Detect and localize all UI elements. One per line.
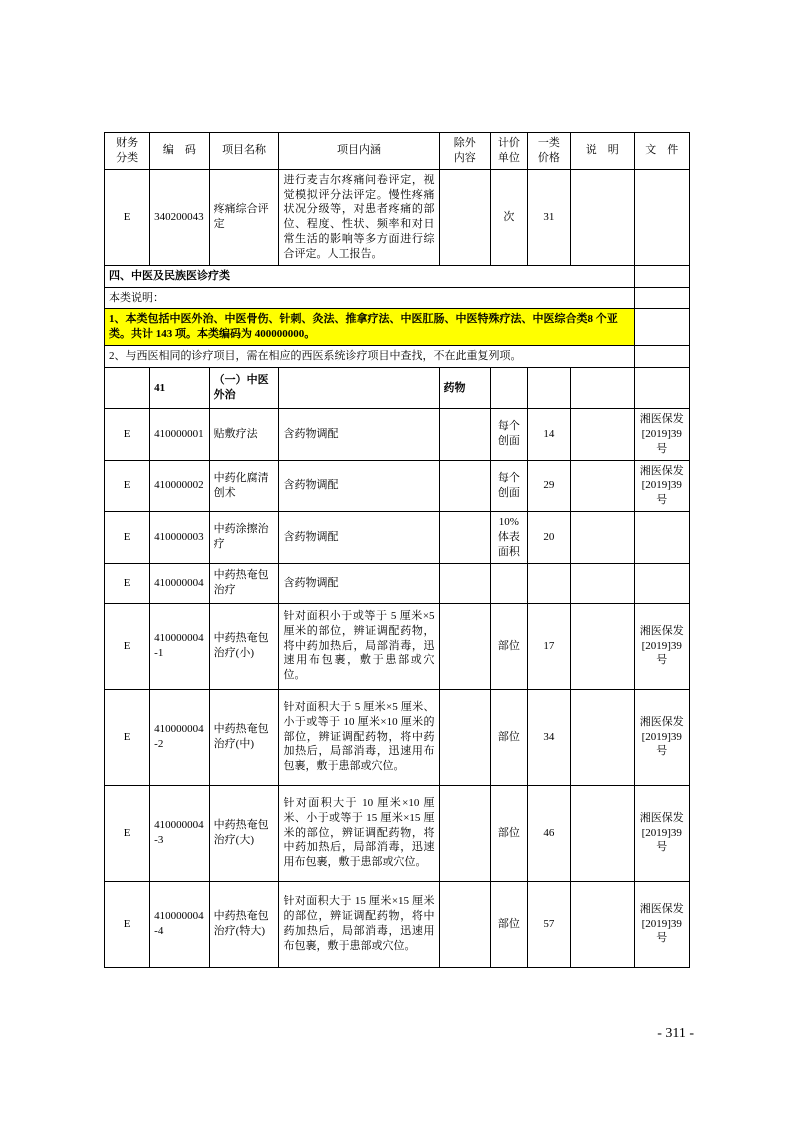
subsection-fin-cell [105,367,150,408]
cell-exclude [439,408,490,460]
cell-file: 湘医保发[2019]39号 [634,881,689,967]
table-row [105,460,690,512]
cell-price: 57 [527,881,570,967]
column-header-fin: 财务 分类 [105,133,150,170]
cell-desc [570,603,634,689]
cell-price [527,563,570,603]
table-row [105,169,690,265]
cell-price: 17 [527,603,570,689]
column-header-code: 编 码 [150,133,210,170]
note-row [105,287,690,309]
cell-desc [570,881,634,967]
column-header-desc: 说 明 [570,133,634,170]
cell-file: 湘医保发[2019]39号 [634,785,689,881]
cell-code: 340200043 [150,169,210,265]
cell-content: 针对面积小于或等于 5 厘米×5 厘米的部位，辨证调配药物，将中药加热后，局部消毒，迅速用布包裹，敷于患部或穴位。 [279,603,439,689]
section-title-row [105,265,690,287]
cell-desc [570,512,634,564]
note-row [105,346,690,368]
cell-price: 20 [527,512,570,564]
table-row [105,408,690,460]
cell-exclude [439,563,490,603]
cell-name: 中药热奄包治疗(小) [209,603,279,689]
column-header-content: 项目内涵 [279,133,439,170]
cell-name: 中药涂擦治疗 [209,512,279,564]
cell-content: 针对面积大于 5 厘米×5 厘米、小于或等于 10 厘米×10 厘米的部位，辨证调配药物，将中药加热后，局部消毒，迅速用布包裹，敷于患部或穴位。 [279,689,439,785]
cell-code: 410000004-4 [150,881,210,967]
cell-price: 34 [527,689,570,785]
cell-code: 410000004-2 [150,689,210,785]
column-header-exclude: 除外 内容 [439,133,490,170]
cell-file [634,169,689,265]
subsection-desc-cell [570,367,634,408]
cell-content: 含药物调配 [279,512,439,564]
cell-fin: E [105,563,150,603]
cell-exclude [439,689,490,785]
cell-unit: 次 [490,169,527,265]
subsection-header-row [105,367,690,408]
table-row [105,512,690,564]
subsection-name: （一）中医外治 [209,367,279,408]
table-row [105,563,690,603]
section-title-text: 四、中医及民族医诊疗类 [105,265,635,287]
cell-fin: E [105,603,150,689]
cell-unit: 部位 [490,603,527,689]
note-text-highlight: 1、本类包括中医外治、中医骨伤、针刺、灸法、推拿疗法、中医肛肠、中医特殊疗法、中医综合类8 个亚类。共计 143 项。本类编码为 400000000。 [105,309,635,346]
note-file-cell [634,287,689,309]
cell-fin: E [105,460,150,512]
cell-name: 中药热奄包治疗(特大) [209,881,279,967]
cell-file [634,563,689,603]
cell-name: 疼痛综合评定 [209,169,279,265]
cell-unit: 每个创面 [490,408,527,460]
cell-content: 进行麦吉尔疼痛问卷评定，视觉模拟评分法评定。慢性疼痛状况分级等，对患者疼痛的部位、程度、性状、频率和对日常生活的影响等多方面进行综合评定。人工报告。 [279,169,439,265]
page-number: - 311 - [657,1026,694,1041]
cell-desc [570,785,634,881]
cell-exclude [439,881,490,967]
table-row [105,881,690,967]
cell-unit: 每个创面 [490,460,527,512]
cell-unit [490,563,527,603]
cell-price: 14 [527,408,570,460]
cell-code: 410000003 [150,512,210,564]
cell-fin: E [105,689,150,785]
note-file-cell [634,346,689,368]
cell-name: 中药热奄包治疗(大) [209,785,279,881]
cell-name: 中药热奄包治疗(中) [209,689,279,785]
cell-file [634,512,689,564]
cell-name: 中药热奄包治疗 [209,563,279,603]
cell-content: 含药物调配 [279,408,439,460]
cell-file: 湘医保发[2019]39号 [634,603,689,689]
column-header-unit: 计价 单位 [490,133,527,170]
note-text: 2、与西医相同的诊疗项目，需在相应的西医系统诊疗项目中查找，不在此重复列项。 [105,346,635,368]
note-row-highlight [105,309,690,346]
cell-unit: 部位 [490,689,527,785]
subsection-file-cell [634,367,689,408]
cell-code: 410000002 [150,460,210,512]
cell-code: 410000001 [150,408,210,460]
cell-fin: E [105,408,150,460]
cell-price: 46 [527,785,570,881]
cell-fin: E [105,169,150,265]
cell-desc [570,460,634,512]
medical-price-table [104,132,690,968]
table-row [105,689,690,785]
column-header-price: 一类 价格 [527,133,570,170]
column-header-file: 文 件 [634,133,689,170]
cell-desc [570,169,634,265]
cell-file: 湘医保发[2019]39号 [634,460,689,512]
table-row [105,603,690,689]
cell-code: 410000004-1 [150,603,210,689]
cell-exclude [439,460,490,512]
cell-exclude [439,603,490,689]
cell-name: 中药化腐清创术 [209,460,279,512]
cell-name: 贴敷疗法 [209,408,279,460]
table-header-row [105,133,690,170]
table-row [105,785,690,881]
cell-unit: 部位 [490,881,527,967]
cell-code: 410000004-3 [150,785,210,881]
cell-exclude [439,785,490,881]
subsection-price-cell [527,367,570,408]
cell-price: 31 [527,169,570,265]
section-title-file-cell [634,265,689,287]
cell-unit: 10%体表面积 [490,512,527,564]
cell-fin: E [105,881,150,967]
cell-desc [570,563,634,603]
cell-fin: E [105,785,150,881]
cell-content: 针对面积大于 10 厘米×10 厘米、小于或等于 15 厘米×15 厘米的部位，辨证调配药物，将中药加热后，局部消毒，迅速用布包裹，敷于患部或穴位。 [279,785,439,881]
subsection-exclude: 药物 [439,367,490,408]
cell-content: 含药物调配 [279,563,439,603]
subsection-content-cell [279,367,439,408]
cell-code: 410000004 [150,563,210,603]
subsection-unit-cell [490,367,527,408]
subsection-code: 41 [150,367,210,408]
cell-exclude [439,169,490,265]
cell-fin: E [105,512,150,564]
cell-price: 29 [527,460,570,512]
cell-file: 湘医保发[2019]39号 [634,408,689,460]
note-highlight-file-cell [634,309,689,346]
cell-exclude [439,512,490,564]
cell-unit: 部位 [490,785,527,881]
cell-file: 湘医保发[2019]39号 [634,689,689,785]
cell-desc [570,689,634,785]
note-text: 本类说明： [105,287,635,309]
cell-content: 含药物调配 [279,460,439,512]
cell-desc [570,408,634,460]
cell-content: 针对面积大于 15 厘米×15 厘米的部位，辨证调配药物，将中药加热后，局部消毒，迅速用布包裹，敷于患部或穴位。 [279,881,439,967]
column-header-name: 项目名称 [209,133,279,170]
